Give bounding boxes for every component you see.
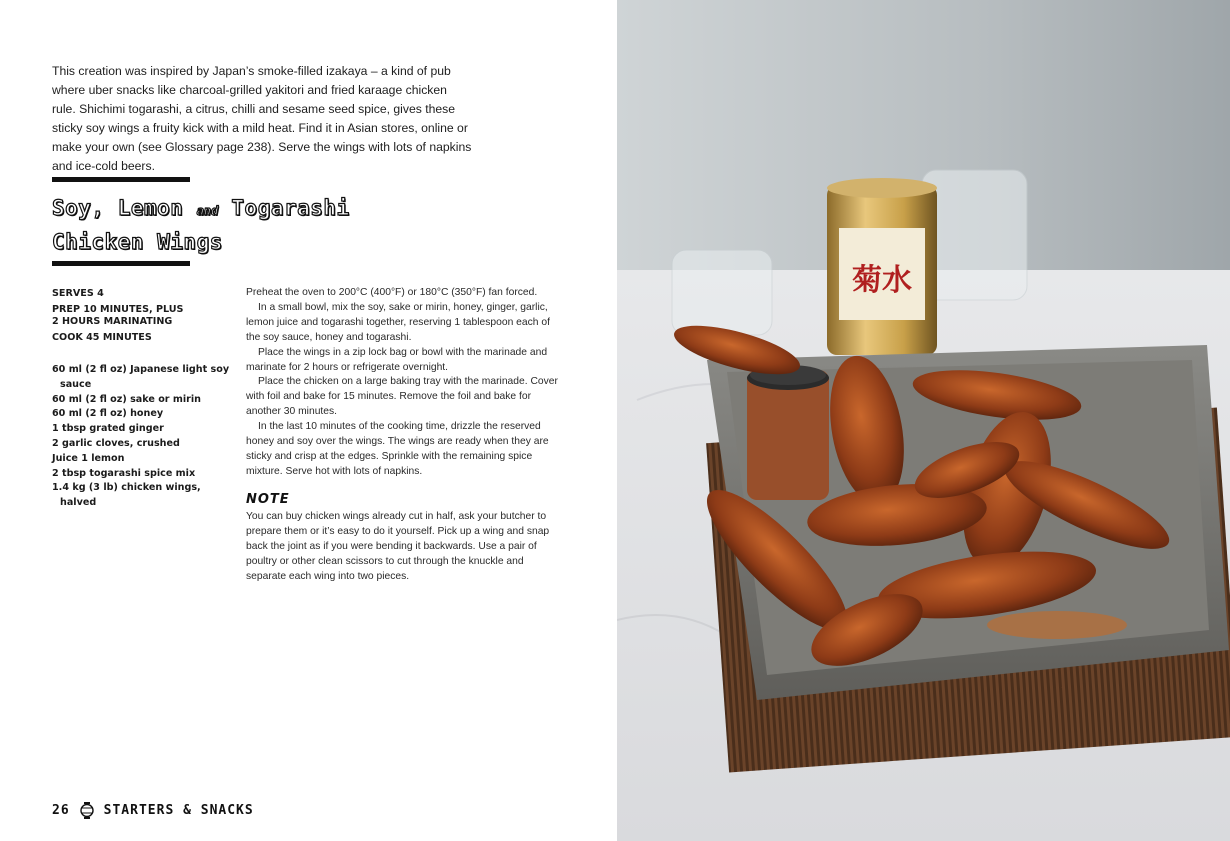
note-text: You can buy chicken wings already cut in half, ask your butcher to prepare them or it’s easy to do it yourself. Pick up a wing and snap back the joint as if you were bending it backwards. Use a pair of poultry or other clean scissors to cut through the knuckle and separate each wing into two pieces. (246, 511, 550, 582)
method-step: In a small bowl, mix the soy, sake or mirin, honey, ginger, garlic, lemon juice and togarashi together, reserving 1 tablespoon each of the soy sauce, honey and togarashi. (246, 301, 550, 343)
method-steps (246, 286, 561, 480)
title-line-2: Chicken Wings (52, 230, 223, 254)
ingredient-item: 60 ml (2 fl oz) honey (52, 408, 164, 420)
section-name: STARTERS & SNACKS (103, 803, 254, 818)
lantern-icon (80, 802, 94, 819)
prep-time-line-2: 2 HOURS MARINATING (52, 316, 173, 327)
recipe-intro: This creation was inspired by Japan’s smoke-filled izakaya – a kind of pub where uber snacks like charcoal-grilled yakitori and fried karaage chicken rule. Shichimi togarashi, a citrus, chilli and sesame seed spice, gives these sticky soy wings a fruity kick with a mild heat. Find it in Asian stores, online or make your own (see Glossary page 238). Serve the wings with lots of napkins and ice-cold beers. (52, 64, 472, 173)
page-number: 26 (52, 803, 70, 818)
title-line-1 (52, 193, 350, 227)
method-step: In the last 10 minutes of the cooking time, drizzle the reserved honey and soy over the wings. The wings are ready when they are sticky and crisp at the edges. Sprinkle with the remaining spice mixture. Serve hot with lots of napkins. (246, 421, 549, 477)
note-heading: NOTE (246, 492, 290, 507)
title-part-2: Togarashi (218, 196, 350, 220)
ingredient-item: Juice 1 lemon (52, 452, 125, 464)
ingredient-item: 2 tbsp togarashi spice mix (52, 467, 196, 479)
method-step: Preheat the oven to 200°C (400°F) or 180°C (350°F) fan forced. (246, 287, 538, 298)
prep-time-line-1: PREP 10 MINUTES, PLUS (52, 303, 184, 315)
method-step: Place the wings in a zip lock bag or bowl with the marinade and marinate for 2 hours or refrigerate overnight. (246, 346, 548, 373)
title-and: and (196, 204, 219, 218)
chicken-wings-photo (617, 0, 1230, 841)
ingredient-item: 60 ml (2 fl oz) sake or mirin (52, 393, 202, 405)
recipe-photo (617, 0, 1230, 841)
ingredient-list (52, 363, 237, 511)
title-rule-top (52, 177, 190, 182)
title-rule-bottom (52, 261, 190, 266)
serves: SERVES 4 (52, 288, 104, 299)
title-part-1: Soy, Lemon (52, 196, 197, 220)
ingredient-item: 1 tbsp grated ginger (52, 423, 164, 435)
sake-can-label: 菊水 (852, 263, 912, 298)
ingredient-item: 60 ml (2 fl oz) Japanese light soy sauce (52, 364, 230, 390)
cook-time: COOK 45 MINUTES (52, 331, 152, 343)
method-step: Place the chicken on a large baking tray with the marinade. Cover with foil and bake for 15 minutes. Remove the foil and bake for another 30 minutes. (246, 376, 558, 418)
ingredient-item: 1.4 kg (3 lb) chicken wings, halved (52, 482, 201, 509)
page-footer (52, 802, 254, 819)
ingredient-item: 2 garlic cloves, crushed (52, 437, 180, 449)
recipe-meta (52, 288, 232, 344)
recipe-title (52, 193, 350, 258)
